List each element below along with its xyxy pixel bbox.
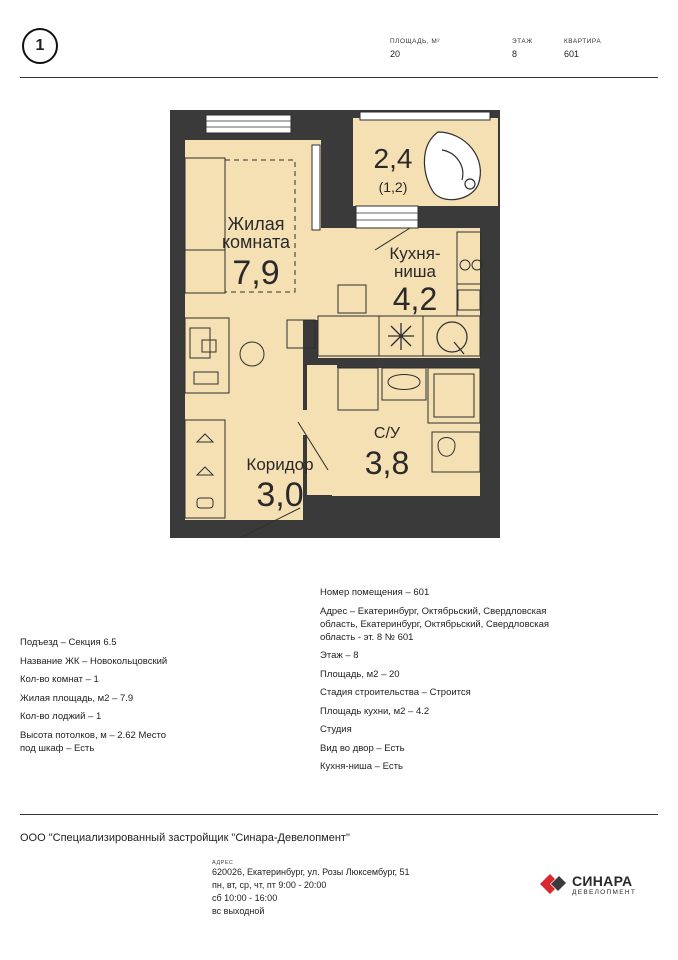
floor-label: ЭТАЖ (512, 38, 533, 45)
header-divider (20, 77, 658, 78)
corridor-area-label: 3,0 (256, 476, 304, 514)
prop-right-item: Студия (320, 724, 352, 735)
kitchen-label-line1: Кухня- (389, 244, 441, 263)
properties-left (20, 636, 290, 760)
bathroom-area-label: 3,8 (364, 445, 410, 481)
properties-right (320, 586, 620, 779)
kitchen-area-label: 4,2 (392, 281, 438, 317)
corridor-label: Коридор (246, 455, 314, 474)
prop-left-item: Жилая площадь, м2 – 7.9 (20, 692, 134, 704)
prop-right-item: Адрес – Екатеринбург, Октябрьский, Свердловская (320, 605, 547, 617)
bathroom-label: С/У (373, 425, 401, 442)
prop-left-item: Кол-во комнат – 1 (20, 674, 99, 685)
fridge-icon (388, 323, 414, 350)
logo-name: СИНАРА (572, 872, 633, 889)
balcony-area-reduced: (1,2) (378, 179, 408, 195)
hours-sunday: вс выходной (212, 906, 265, 916)
bathroom-entry (307, 365, 337, 495)
logo-subtitle: ДЕВЕЛОПМЕНТ (572, 888, 637, 896)
prop-left-item: Высота потолков, м – 2.62 Место (20, 729, 167, 741)
kitchen-label-line2: ниша (394, 262, 436, 281)
prop-right-item: Площадь, м2 – 20 (320, 668, 400, 680)
company-name: ООО "Специализированный застройщик "Синара-Девелопмент" (20, 832, 350, 844)
living-label-line2: комната (221, 232, 291, 252)
prop-right-item: Стадия строительства – Строится (320, 687, 471, 698)
floor-value: 8 (512, 49, 518, 59)
prop-left-item: под шкаф – Есть (20, 742, 95, 754)
plan-number: 1 (35, 37, 45, 54)
prop-right-item: область - эт. 8 № 601 (320, 631, 414, 643)
prop-left-item: Подъезд – Секция 6.5 (20, 637, 117, 648)
prop-right-item: Вид во двор – Есть (320, 742, 405, 754)
prop-left-item: Название ЖК – Новокольцовский (20, 655, 168, 667)
address-label: АДРЕС (212, 860, 234, 866)
logo-text-block (572, 873, 636, 896)
prop-right-item: Этаж – 8 (320, 650, 359, 661)
prop-right-item: Площадь кухни, м2 – 4.2 (320, 705, 430, 717)
apartment-label: КВАРТИРА (564, 38, 602, 45)
prop-right-item: Номер помещения – 601 (320, 587, 430, 598)
prop-right-item: область, Екатеринбург, Октябрьский, Свердловская (320, 618, 550, 630)
balcony-area-label: 2,4 (373, 143, 413, 174)
area-label: ПЛОЩАДЬ, М² (390, 38, 440, 45)
footer-divider (20, 814, 658, 815)
prop-right-item: Кухня-ниша – Есть (320, 761, 403, 772)
hours-saturday: сб 10:00 - 16:00 (212, 893, 278, 903)
prop-left-item: Кол-во лоджий – 1 (20, 711, 102, 722)
company-address-block (212, 860, 410, 918)
living-area-label: 7,9 (232, 254, 280, 292)
company-logo (538, 872, 636, 896)
apartment-value: 601 (564, 49, 580, 59)
sinara-logo-icon (538, 872, 568, 896)
plan-number-badge (22, 28, 58, 64)
hours-weekdays: пн, вт, ср, чт, пт 9:00 - 20:00 (212, 880, 327, 890)
living-label-line1: Жилая (227, 214, 285, 234)
floor-plan (170, 110, 500, 538)
address-line: 620026, Екатеринбург, ул. Розы Люксембург, 51 (212, 867, 410, 877)
area-value: 20 (390, 49, 401, 59)
